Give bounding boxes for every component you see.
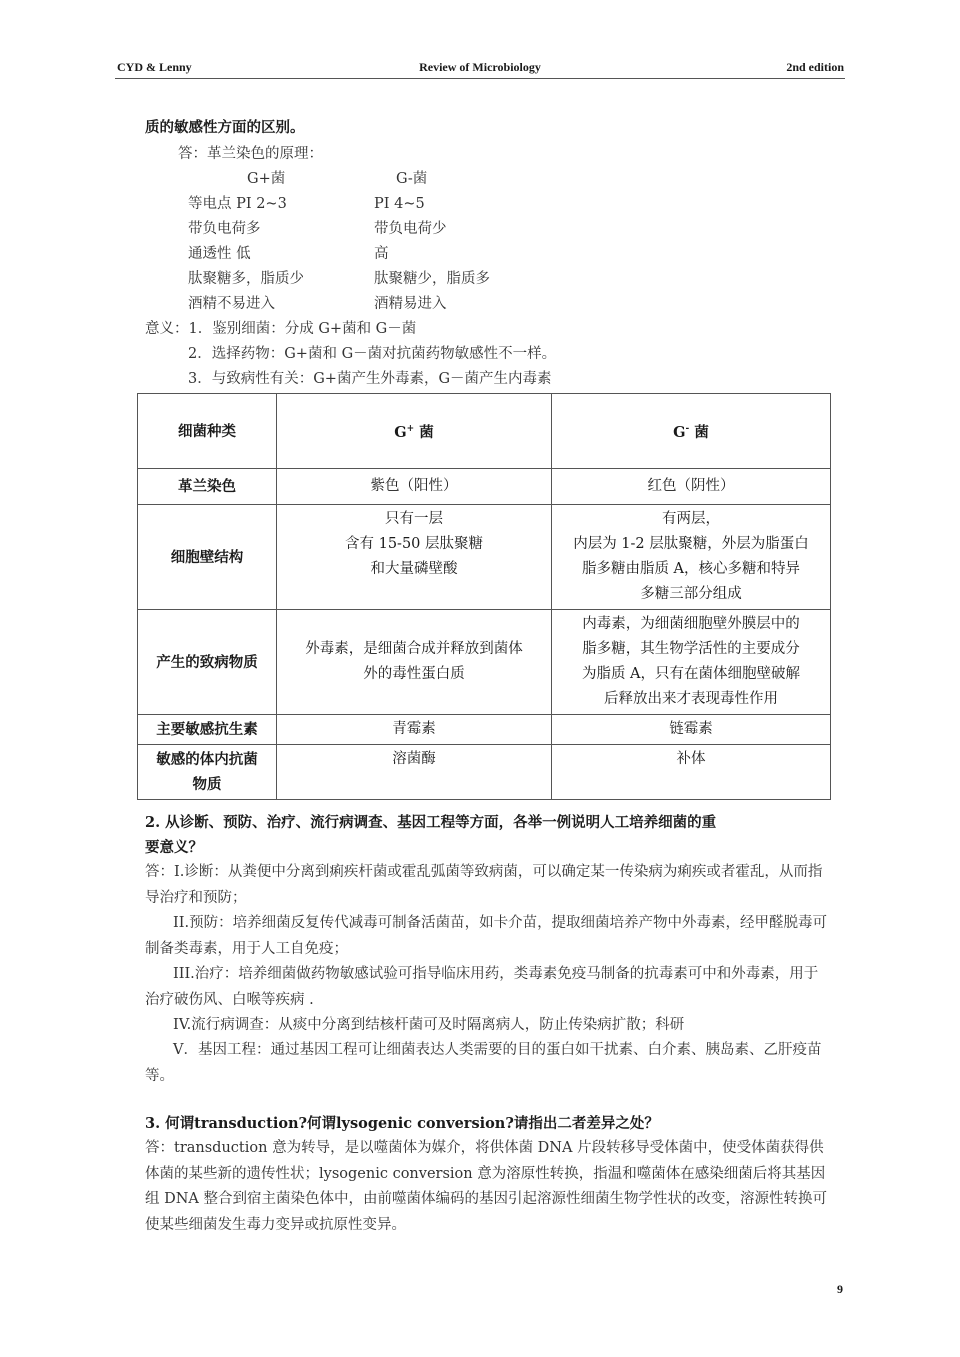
table-row: [138, 610, 831, 715]
significance-2: 2．选择药物：G+菌和 G－菌对抗菌药物敏感性不一样。: [188, 346, 557, 362]
q1-continuation: 质的敏感性方面的区别。: [145, 119, 305, 136]
table-row: [138, 469, 831, 505]
row-label: 产生的致病物质: [138, 610, 277, 715]
cell-gpos: 紫色（阳性）: [277, 469, 552, 505]
header-left: CYD & Lenny: [117, 60, 192, 74]
cell-gneg: 红色（阴性）: [552, 469, 831, 505]
gram-row-neg: PI 4~5: [374, 196, 425, 212]
q2-answer-epidemiology: IV.流行病调查：从痰中分离到结核杆菌可及时隔离病人，防止传染病扩散；科研: [173, 1017, 685, 1033]
gram-row-neg: 高: [374, 246, 389, 262]
q2-question-line2: 要意义？: [145, 839, 203, 856]
q2-answer-diagnosis: 答：I.诊断：从粪便中分离到痢疾杆菌或霍乱弧菌等致病菌，可以确定某一传染病为痢疾或者霍乱，从而指导治疗和预防；: [145, 864, 823, 906]
gram-row-pos: 酒精不易进入: [188, 296, 275, 312]
q2-answer-genetic-engineering: V．基因工程：通过基因工程可让细菌表达人类需要的目的蛋白如干扰素、白介素、胰岛素、乙肝疫苗等。: [145, 1042, 822, 1084]
table-row: [138, 505, 831, 610]
cell-gneg: 内毒素，为细菌细胞壁外膜层中的 脂多糖，其生物学活性的主要成分 为脂质 A，只有在菌体细胞壁破解 后释放出来才表现毒性作用: [552, 610, 831, 715]
row-label: 革兰染色: [138, 469, 277, 505]
q2-answer-treatment: III.治疗：培养细菌做药物敏感试验可指导临床用药，类毒素免疫马制备的抗毒素可中和外毒素，用于治疗破伤风、白喉等疾病 .: [145, 966, 819, 1008]
table-header-gneg: G- 菌: [552, 394, 831, 469]
gram-row-neg: 带负电荷少: [374, 221, 447, 237]
header-rule: [115, 78, 845, 79]
q3-question: 3. 何谓transduction?何谓lysogenic conversion?请指出二者差异之处？: [145, 1115, 659, 1132]
header-center: Review of Microbiology: [419, 60, 541, 74]
q3-answer: 答：transduction 意为转导，是以噬菌体为媒介，将供体菌 DNA 片段转移导受体菌中，使受体菌获得供体菌的某些新的遗传性状；lysogenic conversion 意为溶原性转换，指温和噬菌体在感染细菌后将其基因组 DNA 整合到宿主菌染色体中，由前噬菌体编码的基因引起溶源性细菌生物学性状的改变，溶源性转换可使某些细菌发生毒力变异或抗原性变异。: [145, 1140, 827, 1233]
table-header-gpos: G+ 菌: [277, 394, 552, 469]
row-label: 细胞壁结构: [138, 505, 277, 610]
col-gneg-label: G-菌: [396, 171, 428, 187]
cell-gpos: 青霉素: [277, 715, 552, 745]
cell-gneg: 链霉素: [552, 715, 831, 745]
table-row: [138, 745, 831, 800]
q2-answer-prevention: II.预防：培养细菌反复传代减毒可制备活菌苗，如卡介苗，提取细菌培养产物中外毒素，经甲醛脱毒可制备类毒素，用于人工自免疫；: [145, 915, 828, 957]
row-label: 敏感的体内抗菌 物质: [138, 745, 277, 800]
gram-row-pos: 等电点 PI 2~3: [188, 196, 287, 212]
cell-gpos: 溶菌酶: [277, 745, 552, 800]
cell-gneg: 补体: [552, 745, 831, 800]
cell-gpos: 外毒素，是细菌合成并释放到菌体 外的毒性蛋白质: [277, 610, 552, 715]
gram-row-pos: 带负电荷多: [188, 221, 261, 237]
page-number: 9: [837, 1282, 843, 1296]
significance-3: 3．与致病性有关：G+菌产生外毒素，G－菌产生内毒素: [188, 371, 552, 387]
gram-row-pos: 肽聚糖多，脂质少: [188, 271, 304, 287]
col-gpos-label: G+菌: [247, 171, 286, 187]
row-label: 主要敏感抗生素: [138, 715, 277, 745]
cell-gneg: 有两层， 内层为 1-2 层肽聚糖，外层为脂蛋白 脂多糖由脂质 A，核心多糖和特异 多糖三部分组成: [552, 505, 831, 610]
significance-1: 意义：1．鉴别细菌：分成 G+菌和 G－菌: [145, 321, 417, 337]
gram-row-neg: 酒精易进入: [374, 296, 447, 312]
table-header-label: 细菌种类: [138, 394, 277, 469]
gram-comparison-table: [137, 393, 831, 800]
cell-gpos: 只有一层 含有 15-50 层肽聚糖 和大量磷壁酸: [277, 505, 552, 610]
table-row: [138, 715, 831, 745]
header-right: 2nd edition: [786, 60, 844, 74]
gram-row-neg: 肽聚糖少，脂质多: [374, 271, 490, 287]
gram-row-pos: 通透性 低: [188, 246, 251, 262]
table-header-row: [138, 394, 831, 469]
q2-question-line1: 2. 从诊断、预防、治疗、流行病调查、基因工程等方面，各举一例说明人工培养细菌的重: [145, 814, 717, 831]
q1-answer-intro: 答：革兰染色的原理：: [178, 146, 323, 162]
